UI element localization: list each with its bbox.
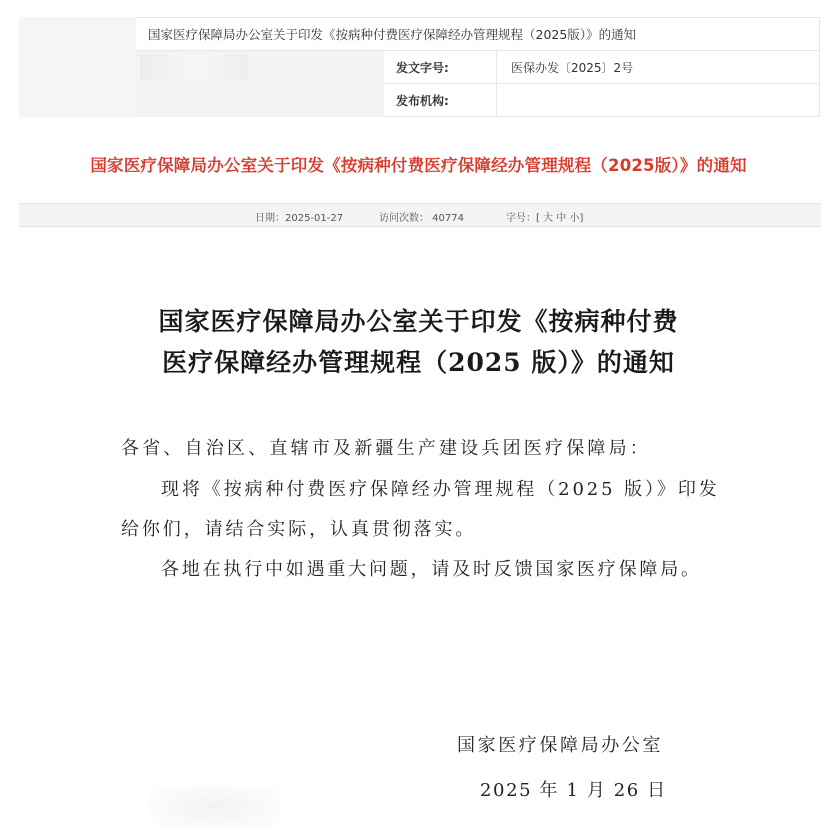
redacted-cell (136, 51, 384, 117)
doc-number-label: 发文字号: (384, 51, 497, 84)
font-size-small-link[interactable]: 小 (569, 213, 580, 224)
meta-blank-label-2 (20, 84, 136, 117)
body-paragraph-line-2: 给你们，请结合实际，认真贯彻落实。 (121, 519, 477, 540)
addressee: 各省、自治区、直辖市及新疆生产建设兵团医疗保障局： (121, 438, 651, 459)
body-paragraph-2: 各地在执行中如遇重大问题，请及时反馈国家医疗保障局。 (161, 559, 702, 580)
article-info-bar (19, 203, 821, 227)
issuer-label: 发布机构: (384, 84, 497, 117)
signer: 国家医疗保障局办公室 (457, 735, 663, 756)
meta-blank-label (20, 51, 136, 84)
publish-date: 日期：2025-01-27 (255, 213, 344, 224)
body-paragraph-line-1: 现将《按病种付费医疗保障经办管理规程（2025 版）》印发 (161, 479, 720, 500)
meta-title-label (20, 18, 136, 51)
font-size-suffix: ] (579, 213, 584, 224)
font-size-medium-link[interactable]: 中 (556, 213, 567, 224)
document-title-line-1: 国家医疗保障局办公室关于印发《按病种付费 (158, 307, 679, 336)
sign-date: 2025 年 1 月 26 日 (480, 780, 667, 801)
redacted-block (140, 55, 248, 80)
document-title-line-2: 医疗保障经办管理规程（2025 版）》的通知 (162, 348, 675, 377)
font-size-large-link[interactable]: 大 (543, 213, 554, 224)
page-title: 国家医疗保障局办公室关于印发《按病种付费医疗保障经办管理规程（2025版）》的通知 (90, 156, 747, 175)
meta-title: 国家医疗保障局办公室关于印发《按病种付费医疗保障经办管理规程（2025版）》的通知 (136, 18, 820, 51)
redacted-stamp-area (150, 786, 280, 829)
issuer-value (497, 84, 820, 117)
visit-count: 访问次数： 40774 (379, 213, 464, 224)
document-meta-table (19, 17, 820, 117)
doc-number-value: 医保办发〔2025〕2号 (497, 51, 820, 84)
font-size-prefix: 字号：[ (506, 213, 540, 224)
font-size-switcher (506, 209, 583, 224)
